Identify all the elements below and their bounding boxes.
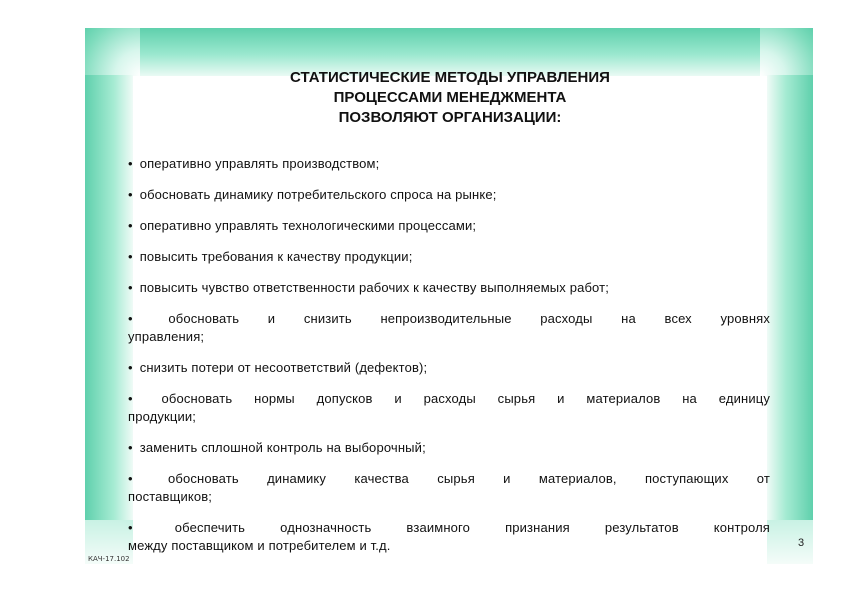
item-text: обеспечить однозначность взаимного признания результатов контроля: [174, 520, 770, 535]
frame-bottom-right: [767, 520, 813, 564]
list-item: [128, 390, 770, 426]
footer-code: КАЧ-17.102: [88, 555, 130, 563]
bullet: •: [128, 249, 133, 264]
title-line: ПРОЦЕССАМИ МЕНЕДЖМЕНТА: [333, 89, 567, 106]
list-item: [128, 470, 770, 506]
bullet: •: [128, 471, 133, 486]
item-text: обосновать динамику потребительского спроса на рынке;: [139, 187, 497, 202]
item-text-line2: поставщиков;: [128, 489, 213, 504]
bullet: •: [128, 440, 133, 455]
item-text-line1: [128, 470, 770, 488]
title-line: СТАТИСТИЧЕСКИЕ МЕТОДЫ УПРАВЛЕНИЯ: [290, 69, 610, 86]
list-item: [128, 248, 770, 266]
list-item: [128, 310, 770, 346]
item-text: обосновать нормы допусков и расходы сырья и материалов на единицу: [161, 391, 771, 406]
bullet: •: [128, 520, 133, 535]
frame-left-bar: [85, 75, 133, 520]
item-text-line1: [128, 390, 770, 408]
item-text-line2: между поставщиком и потребителем и т.д.: [128, 538, 391, 553]
item-text: обосновать динамику качества сырья и материалов, поступающих от: [168, 471, 770, 486]
frame-corner-top-right: [760, 28, 813, 76]
list-item: [128, 519, 770, 555]
item-text: заменить сплошной контроль на выборочный;: [139, 440, 426, 455]
item-text-line2: управления;: [128, 329, 205, 344]
page-number: 3: [798, 537, 805, 549]
slide-title: [170, 68, 730, 128]
bullet: •: [128, 311, 133, 326]
bullet: •: [128, 156, 133, 171]
list-item: [128, 279, 770, 297]
list-item: [128, 359, 770, 377]
item-text: оперативно управлять производством;: [139, 156, 380, 171]
item-text: повысить чувство ответственности рабочих к качеству выполняемых работ;: [139, 280, 610, 295]
bullet: •: [128, 218, 133, 233]
item-text-line1: [128, 519, 770, 537]
frame-corner-top-left: [85, 28, 141, 76]
bullet: •: [128, 187, 133, 202]
list-item: [128, 217, 770, 235]
item-text-line2: продукции;: [128, 409, 197, 424]
item-text: снизить потери от несоответствий (дефектов);: [139, 360, 428, 375]
title-line: ПОЗВОЛЯЮТ ОРГАНИЗАЦИИ:: [338, 109, 562, 126]
item-text: повысить требования к качеству продукции;: [139, 249, 413, 264]
bullet: •: [128, 360, 133, 375]
item-text: обосновать и снизить непроизводительные расходы на всех уровнях: [168, 311, 770, 326]
bullet: •: [128, 280, 133, 295]
bullet: •: [128, 391, 133, 406]
item-text: оперативно управлять технологическими процессами;: [139, 218, 477, 233]
benefits-list: [128, 155, 770, 555]
item-text-line1: [128, 310, 770, 328]
frame-right-bar: [767, 75, 813, 520]
list-item: [128, 155, 770, 173]
list-item: [128, 186, 770, 204]
list-item: [128, 439, 770, 457]
